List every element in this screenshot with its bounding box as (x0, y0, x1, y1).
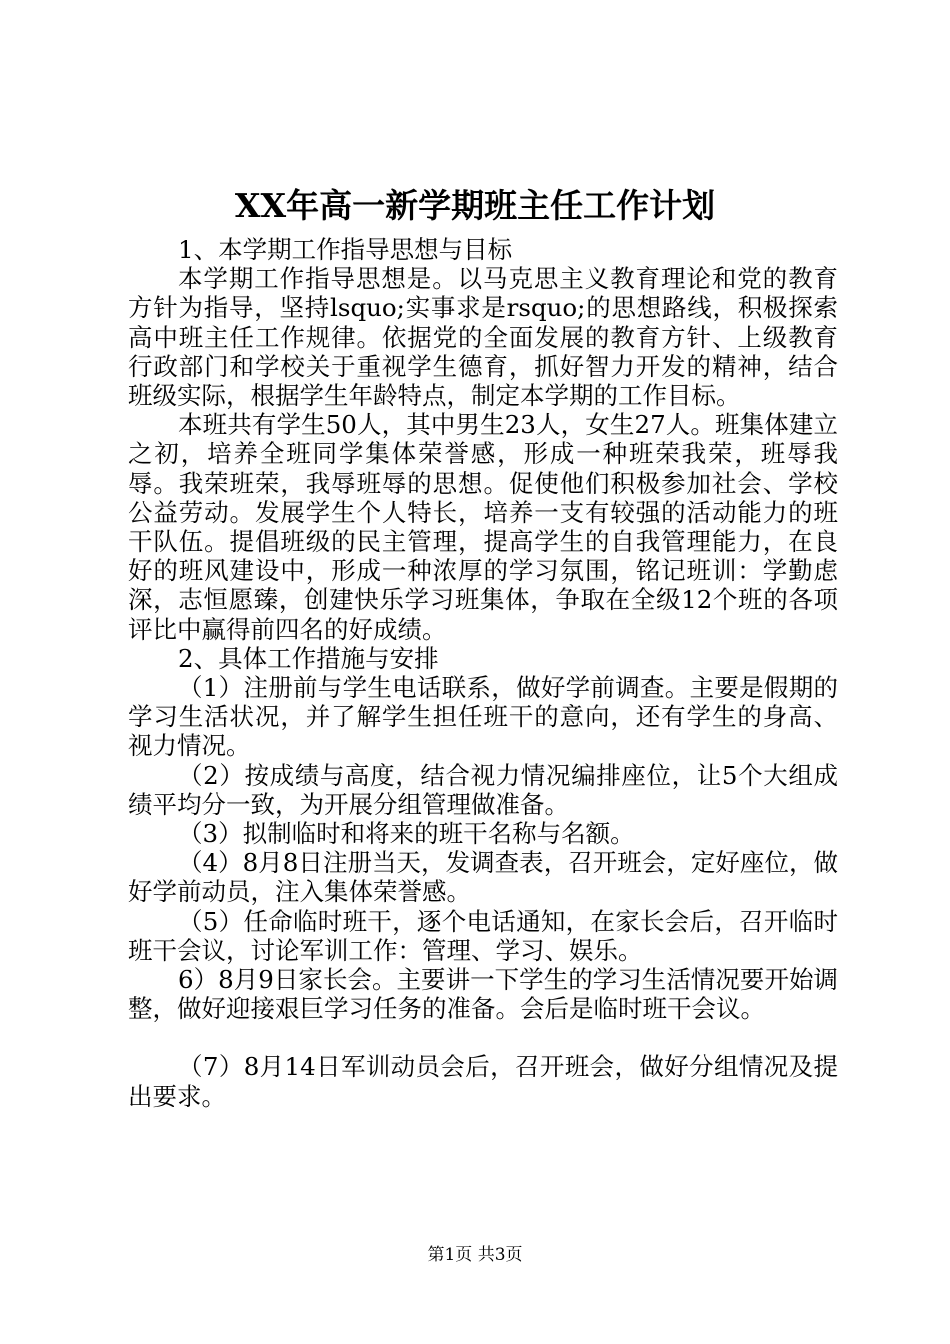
document-body (128, 235, 838, 1111)
measure-item-3: （3）拟制临时和将来的班干名称与名额。 (178, 819, 635, 849)
measure-item-7: （7）8月14日军训动员会后，召开班会，做好分组情况及提出要求。 (128, 1052, 838, 1111)
measure-item-4: （4）8月8日注册当天，发调查表，召开班会，定好座位，做好学前动员，注入集体荣誉感。 (128, 848, 838, 907)
blank-line (128, 1023, 838, 1052)
document-title: XX年高一新学期班主任工作计划 (234, 186, 716, 225)
paragraph-guiding-thought: 本学期工作指导思想是。以马克思主义教育理论和党的教育方针为指导，坚持lsquo;实事求是rsquo;的思想路线，积极探索高中班主任工作规律。依据党的全面发展的教育方针、上级教育行政部门和学校关于重视学生德育，抓好智力开发的精神，结合班级实际，根据学生年龄特点，制定本学期的工作目标。 (128, 264, 838, 411)
measure-item-1: （1）注册前与学生电话联系，做好学前调查。主要是假期的学习生活状况，并了解学生担任班干的意向，还有学生的身高、视力情况。 (128, 673, 838, 761)
measure-item-6: 6）8月9日家长会。主要讲一下学生的学习生活情况要开始调整，做好迎接艰巨学习任务的准备。会后是临时班干会议。 (128, 965, 838, 1024)
section-heading-1: 1、本学期工作指导思想与目标 (178, 235, 513, 264)
measure-item-2: （2）按成绩与高度，结合视力情况编排座位，让5个大组成绩平均分一致，为开展分组管理做准备。 (128, 760, 838, 819)
paragraph-class-overview: 本班共有学生50人，其中男生23人，女生27人。班集体建立之初，培养全班同学集体荣誉感，形成一种班荣我荣，班辱我辱。我荣班荣，我辱班辱的思想。促使他们积极参加社会、学校公益劳动。发展学生个人特长，培养一支有较强的活动能力的班干队伍。提倡班级的民主管理，提高学生的自我管理能力，在良好的班风建设中，形成一种浓厚的学习氛围，铭记班训：学勤虑深，志恒愿臻，创建快乐学习班集体，争取在全级12个班的各项评比中赢得前四名的好成绩。 (128, 410, 838, 644)
page-footer: 第1页 共3页 (427, 1245, 523, 1265)
measure-item-5: （5）任命临时班干，逐个电话通知，在家长会后，召开临时班干会议，讨论军训工作：管理、学习、娱乐。 (128, 906, 838, 965)
section-heading-2: 2、具体工作措施与安排 (178, 643, 439, 673)
